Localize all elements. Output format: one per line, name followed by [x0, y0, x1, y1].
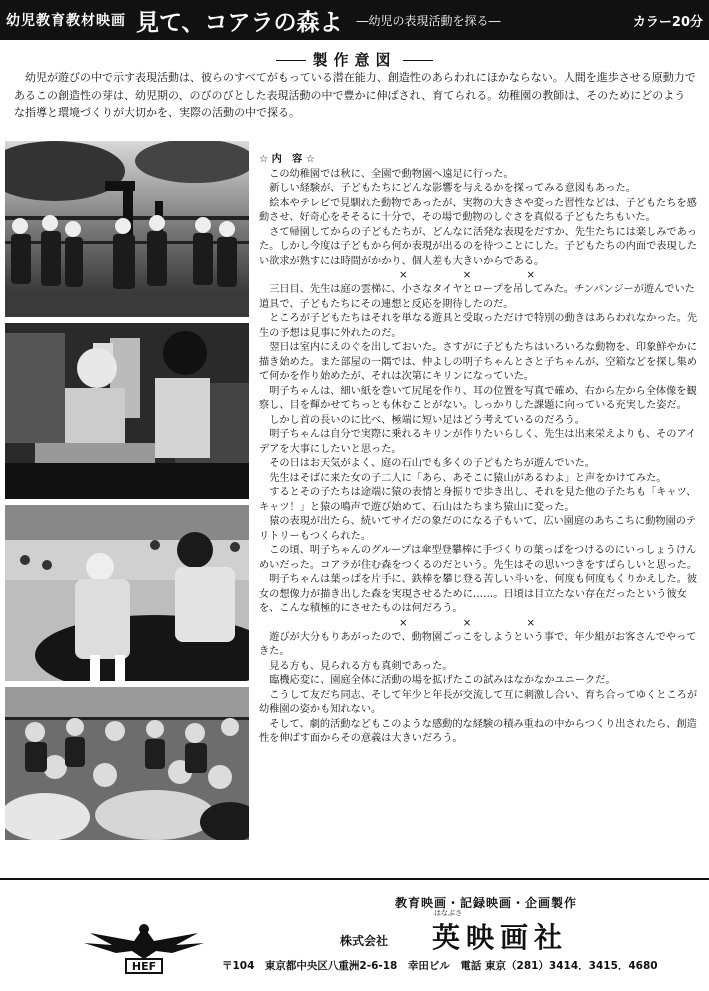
film-subtitle: ―幼児の表現活動を探る― — [356, 13, 501, 28]
section-title-text: 製作意図 — [312, 51, 397, 69]
company-address: 〒104 東京都中央区八重洲2-6-18 幸田ビル 電話 東京（281）3414．3415．4680 — [222, 960, 658, 972]
paragraph: 猿の表現が出たら、続いてサイだの象だのになる子もいて、広い園庭のあちこちに動物園のテリトリーもつくられた。 — [259, 516, 697, 542]
paragraph: さて帰園してからの子どもたちが、どんなに活発な表現をだすか、先生たちには楽しみであった。しかし今度は子どもから何か表現が出るのを待つことにした。子どもたちの内面で表現したい欲求が熟すには時間がかかり、個人差も大きいからである。 — [259, 226, 698, 267]
film-title: 見て、コアラの森よ — [136, 8, 343, 36]
title-rule-right — [403, 60, 433, 61]
paragraph: そして、劇的活動などもこのような感動的な経験の積み重ねの中からつくり出されたら、創造性を伸ばす面からその意義は大きいだろう。 — [259, 718, 697, 744]
intro-paragraph: 幼児が遊びの中で示す表現活動は、彼らのすべてがもっている潜在能力、創造性のあらわれにほかならない。人間を進歩させる原動力であるこの創造性の芽は、幼児期の、のびのびとした表現活動の中で豊かに伸ばされ、育てられる。幼稚園の教師は、そのためにどのような指導と環境づくりが大切かを、実際の活動の中で探る。 — [14, 71, 696, 119]
paragraph: しかし首の長いのに比べ、極端に短い足はどう考えているのだろう。 — [269, 414, 585, 426]
company-type: 株式会社 — [340, 934, 389, 948]
paragraph: 明子ちゃんは自分で実際に乗れるキリンが作りたいらしく、先生は出来栄えよりも、そのアイデアを大事にしたいと思った。 — [259, 429, 696, 455]
photo-zoo-play — [5, 687, 249, 840]
photo-zoo — [5, 141, 249, 317]
content-heading: ☆ 内 容 ☆ — [259, 154, 315, 165]
footer-divider — [0, 878, 709, 880]
paragraph: 臨機応変に、園庭全体に活動の場を拡げたこの試みはなかなかユニークだ。 — [269, 675, 616, 686]
series-label: 幼児教育教材映画 — [6, 13, 126, 29]
duration-label: カラー20分 — [632, 14, 703, 30]
photo-rock-hill — [5, 505, 249, 681]
content-section — [259, 153, 701, 747]
paragraph: その日はお天気がよく、庭の石山でも多くの子どもたちが遊んでいた。 — [269, 458, 595, 469]
paragraph: 新しい経験が、子どもたちにどんな影響を与えるかを探ってみる意図もあった。 — [269, 183, 636, 194]
paragraph: ところが子どもたちはそれを単なる遊具と受取っただけで特別の動きはあらわれなかった。先生の予想は見事に外れたのだ。 — [259, 313, 698, 339]
title-banner — [0, 0, 709, 40]
company-genres: 教育映画・記録映画・企画製作 — [395, 896, 578, 910]
paragraph: 先生はそばに来た女の子二人に「あら、あそこに猿山があるわよ」と声をかけてみた。 — [269, 472, 667, 484]
paragraph: するとその子たちは途端に猿の表情と身振りで歩き出し、それを見た他の子たちも「キャツ、キャツ！」と猿の鳴声で遊び始めて、石山はたちまち猿山に変った。 — [259, 487, 697, 513]
company-logo-icon — [82, 919, 206, 977]
photo-giraffe-craft — [5, 323, 249, 499]
paragraph: この幼稚園では秋に、全園で動物園へ遠足に行った。 — [269, 168, 514, 180]
section-separator: × × × — [398, 270, 562, 281]
paragraph: こうして友だち同志、そして年少と年長が交流して互に刺激し合い、育ち合ってゆくところが幼稚園の姿かも知れない。 — [259, 689, 698, 715]
section-separator: × × × — [398, 617, 562, 629]
paragraph: 見る方も、見られる方も真剣であった。 — [269, 660, 453, 672]
company-name-text: 英映画社 — [432, 921, 569, 954]
paragraph: 遊びが大分もりあがったので、動物園ごっこをしようという事で、年少組がお客さんでやってきた。 — [259, 631, 697, 657]
paragraph: 三日目、先生は庭の雲梯に、小さなタイヤとロープを吊してみた。チンパンジーが遊んでいた道具で、子どもたちにその連想と反応を期待したのだ。 — [259, 284, 695, 310]
paragraph: 明子ちゃんは、細い紙を巻いて尻尾を作り、耳の位置を写真で確め、右から左から全体像を観察し、目を輝かせてちっとも休むことがない。しっかりした課題に向っている充実した姿だ。 — [259, 385, 697, 411]
photo-column — [5, 141, 249, 840]
paragraph: 明子ちゃんは葉っぱを片手に、鉄棒を攀じ登る苦しい斗いを、何度も何度もくりかえした。彼女の想像力が描き出した森を実現させるために……。日頃は目立たない存在だったという彼女を、こんな積極的にさせたものは何だろう。 — [259, 574, 698, 614]
paragraph: 絵本やテレビで見馴れた動物であったが、実物の大きさや変った習性などは、子どもたちを感動させ、好奇心をそそるに十分で、その場で動物のしぐさを真似る子どもたちもいた。 — [259, 197, 697, 223]
paragraph: 翌日は室内にえのぐを出しておいた。さすがに子どもたちはいろいろな動物を、印象鮮やかに描き始めた。また部屋の一隅では、仲よしの明子ちゃんとさと子ちゃんが、空箱などを探し集めて何かを作り始めたが、それは次第にキリンになっていた。 — [259, 342, 698, 382]
paragraph: この頃、明子ちゃんのグループは傘型登攀棒に手づくりの葉っぱをつけるのにいっしょうけんめいだった。コアラが住む森をつくるのだという。先生はその思いつきをすばらしいと思った。 — [259, 545, 698, 571]
company-ruby: はなぶさ — [434, 909, 462, 917]
section-title — [0, 49, 709, 70]
company-name — [432, 909, 569, 956]
title-rule-left — [276, 60, 306, 61]
logo-text: HEF — [131, 960, 157, 973]
